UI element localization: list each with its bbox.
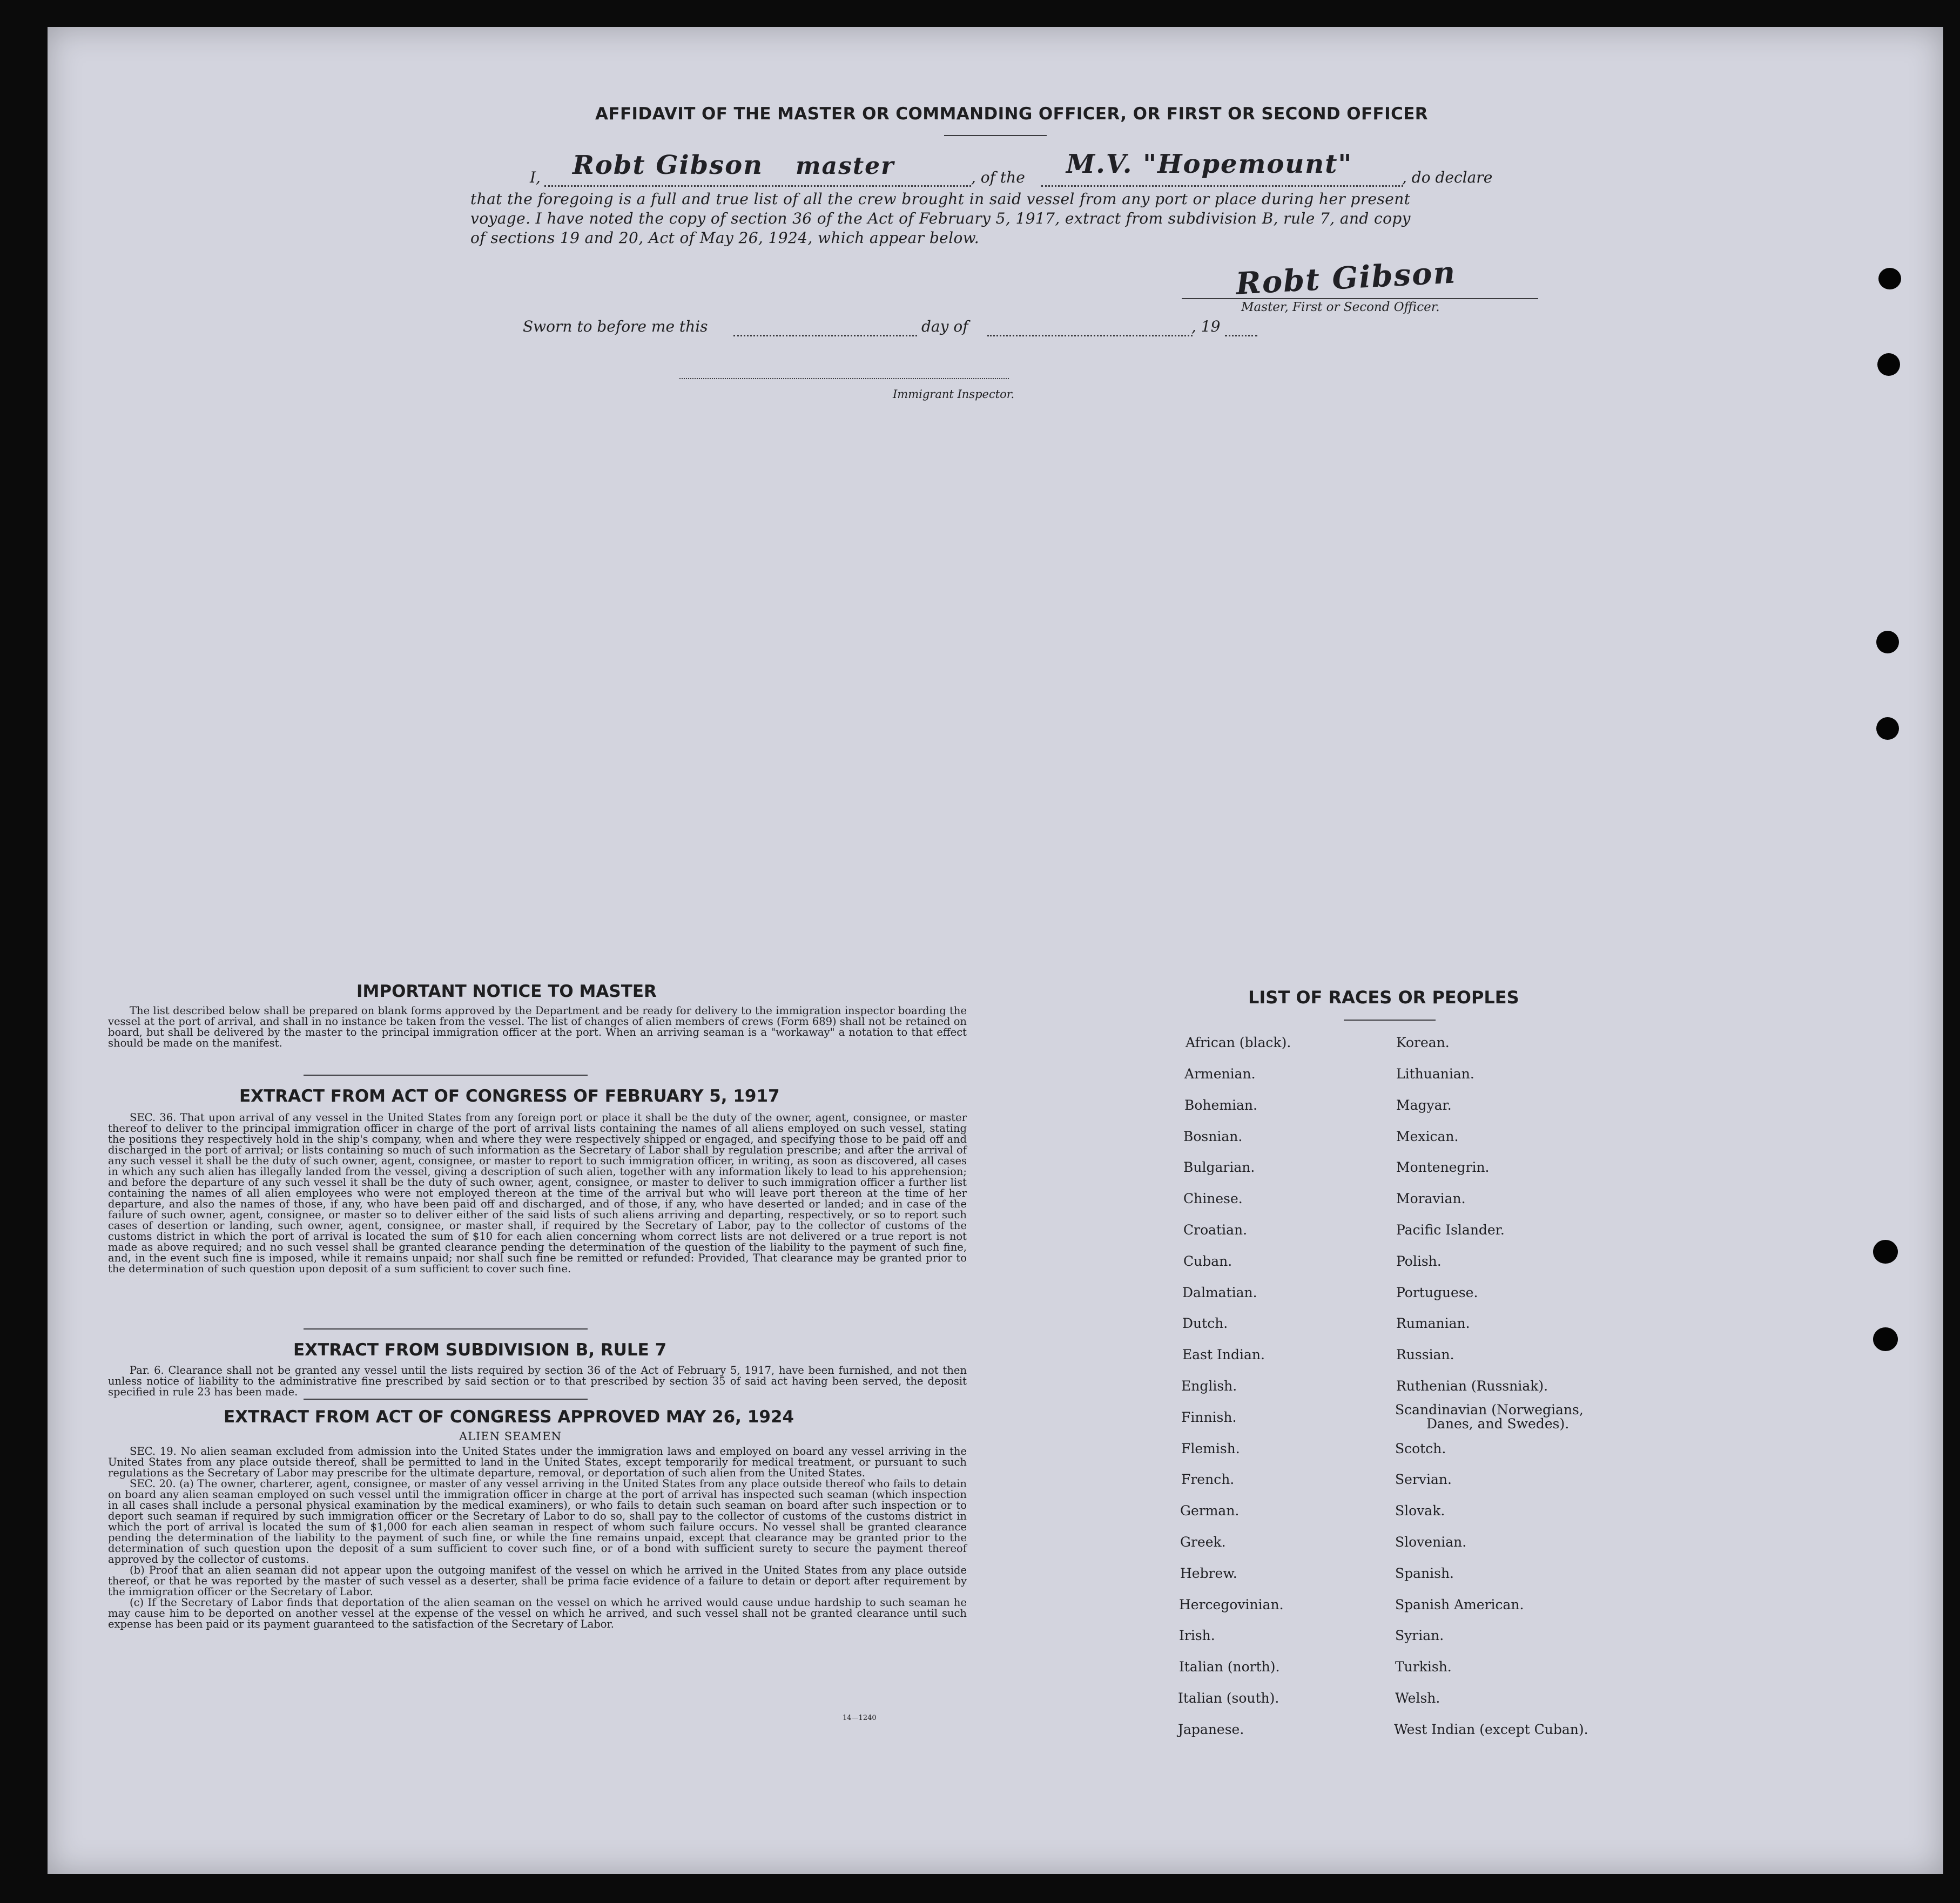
race-item: Ruthenian (Russniak).: [1396, 1378, 1548, 1394]
race-item: Polish.: [1396, 1253, 1442, 1269]
race-item: Slovenian.: [1395, 1534, 1467, 1550]
handwritten-vessel: M.V. "Hopemount": [1066, 149, 1353, 179]
punch-hole: [1876, 631, 1899, 653]
race-item: Italian (south).: [1178, 1690, 1279, 1706]
extract-1924-title: EXTRACT FROM ACT OF CONGRESS APPROVED MAY 26, 1924: [224, 1407, 794, 1427]
race-item: Rumanian.: [1396, 1315, 1470, 1331]
affidavit-declare: , do declare: [1402, 168, 1493, 186]
punch-hole: [1873, 1327, 1898, 1351]
vessel-blank: [1041, 185, 1403, 187]
race-item: East Indian.: [1182, 1347, 1265, 1362]
affidavit-line-4: of sections 19 and 20, Act of May 26, 1924, which appear below.: [470, 229, 980, 247]
race-item: Croatian.: [1183, 1222, 1248, 1238]
race-item: Chinese.: [1183, 1191, 1243, 1206]
race-item: Dalmatian.: [1182, 1285, 1257, 1300]
race-item: Servian.: [1395, 1472, 1452, 1487]
extract-1917-title: EXTRACT FROM ACT OF CONGRESS OF FEBRUARY 5, 1917: [239, 1087, 780, 1106]
affidavit-title: AFFIDAVIT OF THE MASTER OR COMMANDING OFFICER, OR FIRST OR SECOND OFFICER: [595, 104, 1429, 124]
race-item: Dutch.: [1182, 1315, 1228, 1331]
race-item: Welsh.: [1395, 1690, 1440, 1706]
race-item-continuation: Danes, and Swedes).: [1426, 1416, 1570, 1432]
form-number: 14—1240: [843, 1714, 877, 1722]
sworn-month-blank: [987, 335, 1193, 336]
signature-caption: Master, First or Second Officer.: [1241, 300, 1440, 314]
affidavit-line-3: voyage. I have noted the copy of section 36 of the Act of February 5, 1917, extract from subdivision B, rule 7, and copy: [470, 210, 1411, 227]
race-item: Korean.: [1396, 1035, 1450, 1050]
punch-hole: [1876, 717, 1899, 740]
race-item: Greek.: [1180, 1534, 1226, 1550]
race-item: English.: [1181, 1378, 1237, 1394]
extract-1917-divider: [304, 1328, 588, 1330]
race-item: Lithuanian.: [1396, 1066, 1474, 1082]
race-item: Flemish.: [1181, 1441, 1240, 1456]
extract-1917-body: SEC. 36. That upon arrival of any vessel in the United States from any foreign port or place it shall be the duty of the owner, agent, consignee, or master thereof to deliver to the principal immigration officer in charge of the port of arrival lists containing the names of all aliens employed on such vessel, stating the positions they respectively hold in the ship's company, when and where they were respectively shipped or engaged, and specifying those to be paid off and discharged in the port of arrival; or lists containing so much of such information as the Secretary of Labor shall by regulation prescribe; and after the arrival of any such vessel it shall be the duty of such owner, agent, consignee, or master to report to such immigration officer, in writing, as soon as discovered, all cases in which any such alien has illegally landed from the vessel, giving a description of such alien, together with any information likely to lead to his apprehension; and before the departure of any such vessel it shall be the duty of such owner, agent, consignee, or master to deliver to such immigration officer a further list containing the names of all alien employees who were not employed thereon at the time of the arrival but who will leave port thereon at the time of her departure, and also the names of those, if any, who have been paid off and discharged, and of those, if any, who have deserted or landed; and in case of the failure of such owner, agent, consignee, or master so to deliver either of the said lists of such aliens arriving and departing, respectively, or so to report such cases of desertion or landing, such owner, agent, consignee, or master shall, if required by the Secretary of Labor, pay to the collector of customs of the customs district in which the port of arrival is located the sum of $10 for each alien concerning whom correct lists are not delivered or a true report is not made as above required; and no such vessel shall be granted clearance pending the determination of the question of the liability to the payment of such fine, and, in the event such fine is imposed, while it remains unpaid; nor shall such fine be remitted or refunded: Provided, That clearance may be granted prior to the determination of such question upon deposit of a sum sufficient to cover such fine.: [108, 1111, 967, 1275]
sworn-prefix: Sworn to before me this: [523, 318, 708, 335]
master-signature: Robt Gibson: [1235, 254, 1457, 302]
race-item: Bosnian.: [1183, 1129, 1243, 1144]
inspector-caption: Immigrant Inspector.: [893, 388, 1015, 401]
races-divider: [1344, 1020, 1436, 1021]
sworn-day-of: day of: [921, 318, 968, 335]
race-item: Portuguese.: [1396, 1285, 1478, 1300]
signature-line: [1182, 298, 1538, 299]
race-item: Mexican.: [1396, 1129, 1459, 1144]
race-item: Finnish.: [1181, 1409, 1237, 1425]
race-item: Scandinavian (Norwegians,: [1395, 1402, 1584, 1418]
race-item: Hercegovinian.: [1179, 1597, 1284, 1612]
title-divider: [944, 135, 1047, 136]
race-item: Moravian.: [1396, 1191, 1466, 1206]
race-item: Spanish.: [1395, 1565, 1454, 1581]
race-item: Japanese.: [1178, 1722, 1244, 1737]
punch-hole: [1873, 1240, 1898, 1264]
document-page: [48, 27, 1943, 1874]
race-item: Spanish American.: [1395, 1597, 1524, 1612]
sworn-year: , 19: [1191, 318, 1221, 335]
race-item: Irish.: [1179, 1628, 1215, 1643]
races-title: LIST OF RACES OR PEOPLES: [1248, 987, 1519, 1008]
race-item: Syrian.: [1395, 1628, 1444, 1643]
race-item-scandinavian: [1395, 1403, 1584, 1431]
race-item: Bulgarian.: [1183, 1159, 1255, 1175]
subdivision-b-body: Par. 6. Clearance shall not be granted any vessel until the lists required by section 36 of the Act of February 5, 1917, have been furnished, and not then unless notice of liability to the administrative fine prescribed by said section or to that prescribed by section 35 of said act having been served, the deposit specified in rule 23 has been made.: [108, 1364, 967, 1398]
notice-title: IMPORTANT NOTICE TO MASTER: [356, 982, 657, 1001]
race-item: Magyar.: [1396, 1097, 1452, 1113]
subdivision-b-divider: [304, 1399, 588, 1400]
affidavit-line-2: that the foregoing is a full and true list of all the crew brought in said vessel from any port or place during her present: [470, 190, 1411, 208]
affidavit-i: I,: [530, 168, 541, 186]
race-item: Montenegrin.: [1396, 1159, 1490, 1175]
race-item: Armenian.: [1184, 1066, 1256, 1082]
race-item: Turkish.: [1395, 1659, 1452, 1675]
extract-1924-subtitle: ALIEN SEAMEN: [459, 1430, 562, 1443]
extract-1924-body: SEC. 19. No alien seaman excluded from admission into the United States under the immigration laws and employed on board any vessel arriving in the United States from any place outside thereof, shall be permitted to land in the United States, except temporarily for medical treatment, or pursuant to such regulations as the Secretary of Labor may prescribe for the ultimate departure, removal, or deportation of such alien from the United States. SEC. 20. (a) The owner, charterer, agent, consignee, or master of any vessel arriving in the United States from any place outside thereof who fails to detain on board any alien seaman employed on such vessel until the immigration officer in charge at the port of arrival has inspected such seaman (which inspection in all cases shall include a personal physical examination by the medical examiners), or who fails to detain such seaman on board after such inspection or to deport such seaman if required by such immigration officer or the Secretary of Labor to do so, shall pay to the collector of customs of the customs district in which the port of arrival is located the sum of $1,000 for each alien seaman in respect of whom such failure occurs. No vessel shall be granted clearance pending the determination of the liability to the payment of such fine, or while the fine remains unpaid, except that clearance may be granted prior to the determination of such question upon the deposit of a sum sufficient to cover such fine, or of a bond with sufficient surety to secure the payment thereof approved by the collector of customs. (b) Proof that an alien seaman did not appear upon the outgoing manifest of the vessel on which he arrived in the United States from any place outside thereof, or that he was reported by the master of such vessel as a deserter, shall be prima facie evidence of a failure to detain or deport after requirement by the immigration officer or the Secretary of Labor. (c) If the Secretary of Labor finds that deportation of the alien seaman on the vessel on which he arrived would cause undue hardship to such seaman he may cause him to be deported on another vessel at the expense of the vessel on which he arrived, and such vessel shall not be granted clearance until such expense has been paid or its payment guaranteed to the satisfaction of the Secretary of Labor.: [108, 1445, 967, 1630]
race-item: French.: [1181, 1472, 1235, 1487]
notice-body: The list described below shall be prepared on blank forms approved by the Department and be ready for delivery to the immigration inspector boarding the vessel at the port of arrival, and shall in no instance be taken from the vessel. The list of changes of alien members of crews (Form 689) shall not be retained on board, but shall be delivered by the master to the principal immigration officer at the port. When an arriving seaman is a "workaway" a notation to that effect should be made on the manifest.: [108, 1004, 967, 1049]
punch-hole: [1877, 353, 1900, 376]
race-item: West Indian (except Cuban).: [1394, 1722, 1588, 1737]
notice-divider: [304, 1075, 588, 1076]
subdivision-b-title: EXTRACT FROM SUBDIVISION B, RULE 7: [293, 1340, 667, 1360]
affidavit-of-the: , of the: [971, 168, 1025, 186]
race-item: Bohemian.: [1184, 1097, 1257, 1113]
handwritten-rank: master: [796, 152, 895, 180]
name-blank: [544, 185, 971, 187]
sworn-year-blank: [1225, 335, 1257, 336]
race-item: Pacific Islander.: [1396, 1222, 1505, 1238]
race-item: Hebrew.: [1180, 1565, 1237, 1581]
punch-hole: [1878, 268, 1901, 289]
race-item: Italian (north).: [1179, 1659, 1280, 1675]
race-item: German.: [1180, 1503, 1240, 1519]
race-item: Slovak.: [1395, 1503, 1445, 1519]
race-item: Cuban.: [1183, 1253, 1232, 1269]
handwritten-name: Robt Gibson: [572, 150, 764, 180]
race-item: Russian.: [1396, 1347, 1454, 1362]
inspector-signature-line: [679, 378, 1009, 379]
race-item: Scotch.: [1395, 1441, 1446, 1456]
sworn-day-blank: [733, 335, 917, 336]
race-item: African (black).: [1186, 1035, 1291, 1050]
